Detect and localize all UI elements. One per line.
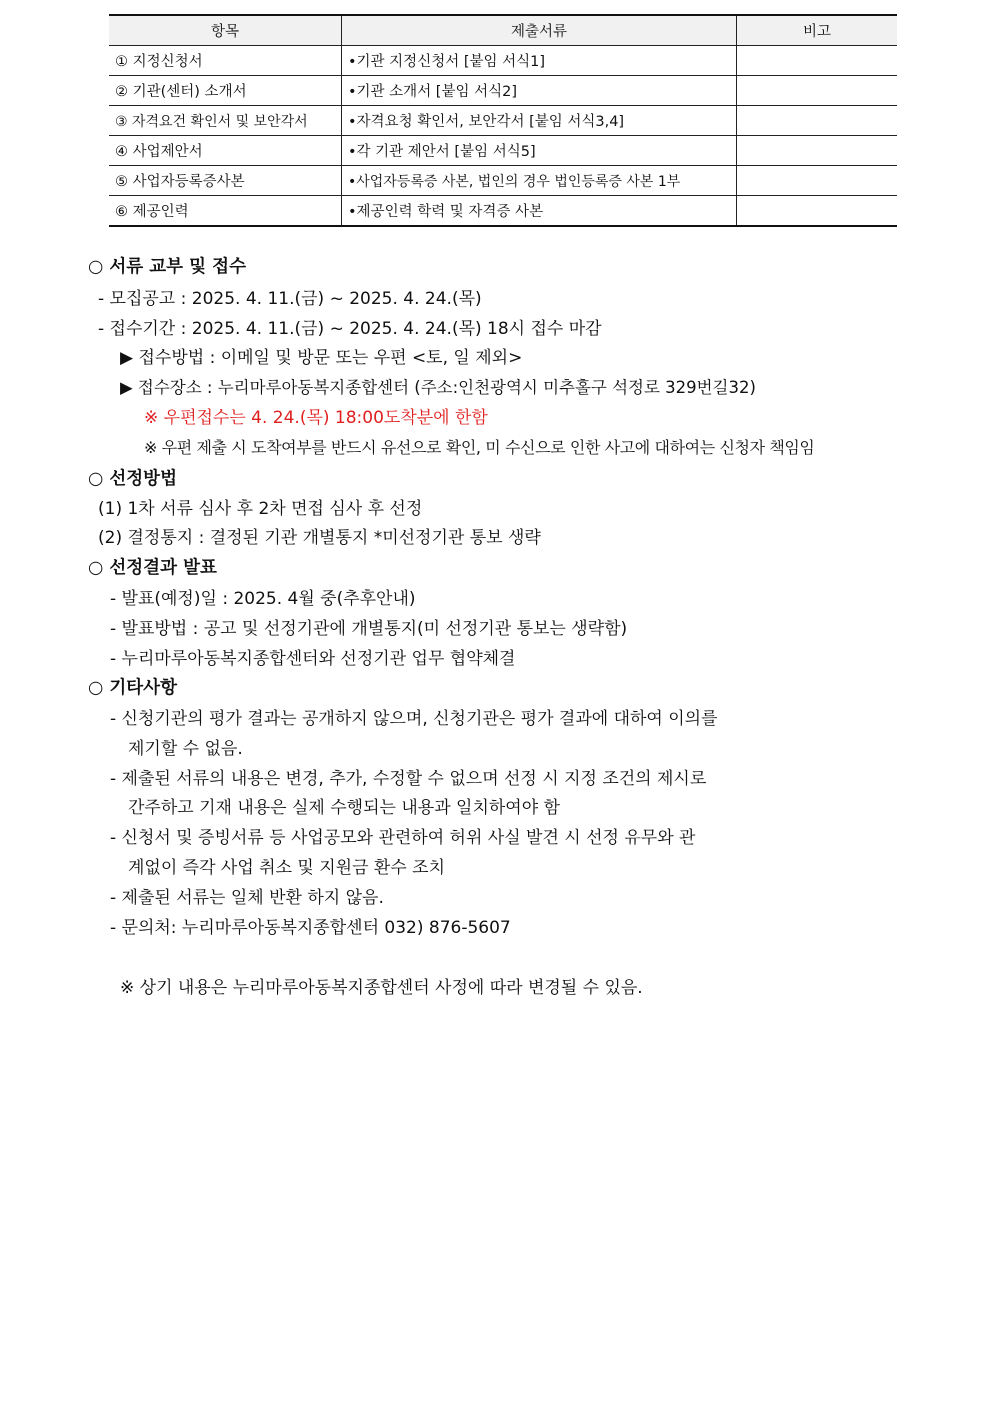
table-header-row: [109, 15, 897, 46]
row-doc: •기관 소개서 [붙임 서식2]: [342, 76, 737, 106]
row-note: [737, 166, 898, 196]
other-item-2-line-1: - 제출된 서류의 내용은 변경, 추가, 수정할 수 없으며 선정 시 지정 조건의 제시로: [110, 769, 707, 789]
contact-info: - 문의처: 누리마루아동복지종합센터 032) 876-5607: [110, 918, 511, 938]
row-item: ④ 사업제안서: [109, 136, 342, 166]
other-item-3-line-1: - 신청서 및 증빙서류 등 사업공모와 관련하여 허위 사실 발견 시 선정 유무와 관: [110, 828, 696, 848]
row-note: [737, 106, 898, 136]
row-doc: •제공인력 학력 및 자격증 사본: [342, 196, 737, 227]
submission-documents-table: [109, 14, 897, 227]
header-note: 비고: [737, 15, 898, 46]
announcement-method: - 발표방법 : 공고 및 선정기관에 개별통지(미 선정기관 통보는 생략함): [110, 619, 628, 639]
section-title-other: ○ 기타사항: [88, 678, 177, 698]
section-title-selection-method: ○ 선정방법: [88, 469, 177, 489]
row-note: [737, 136, 898, 166]
table-row: [109, 166, 897, 196]
table-row: [109, 106, 897, 136]
application-period-text: - 접수기간 : 2025. 4. 11.(금) ~ 2025. 4. 24.(목) 18시 접수 마감: [98, 319, 602, 339]
row-doc: •사업자등록증 사본, 법인의 경우 법인등록증 사본 1부: [342, 166, 737, 196]
application-place-text: ▶ 접수장소 : 누리마루아동복지종합센터 (주소:인천광역시 미추홀구 석정로 329번길32): [120, 378, 756, 397]
header-item: 항목: [109, 15, 342, 46]
row-doc: •기관 지정신청서 [붙임 서식1]: [342, 46, 737, 76]
header-documents: 제출서류: [342, 15, 737, 46]
row-item: ② 기관(센터) 소개서: [109, 76, 342, 106]
section-title-announcement: ○ 선정결과 발표: [88, 558, 217, 578]
mail-deadline-notice: ※ 우편접수는 4. 24.(목) 18:00도착분에 한함: [144, 408, 488, 428]
row-note: [737, 196, 898, 227]
footer-notice: ※ 상기 내용은 누리마루아동복지종합센터 사정에 따라 변경될 수 있음.: [120, 978, 643, 998]
table-row: [109, 196, 897, 227]
row-doc: •자격요청 확인서, 보안각서 [붙임 서식3,4]: [342, 106, 737, 136]
selection-step-2: (2) 결정통지 : 결정된 기관 개별통지 *미선정기관 통보 생략: [98, 528, 541, 548]
recruit-period-text: - 모집공고 : 2025. 4. 11.(금) ~ 2025. 4. 24.(목): [98, 289, 482, 309]
selection-step-1: (1) 1차 서류 심사 후 2차 면접 심사 후 선정: [98, 499, 423, 519]
row-item: ① 지정신청서: [109, 46, 342, 76]
table-row: [109, 136, 897, 166]
agreement-text: - 누리마루아동복지종합센터와 선정기관 업무 협약체결: [110, 649, 516, 669]
application-method-text: ▶ 접수방법 : 이메일 및 방문 또는 우편 <토, 일 제외>: [120, 348, 523, 368]
row-item: ⑤ 사업자등록증사본: [109, 166, 342, 196]
row-note: [737, 76, 898, 106]
row-item: ③ 자격요건 확인서 및 보안각서: [109, 106, 342, 136]
other-item-1-line-1: - 신청기관의 평가 결과는 공개하지 않으며, 신청기관은 평가 결과에 대하여 이의를: [110, 709, 718, 729]
other-item-3-line-2: 계없이 즉각 사업 취소 및 지원금 환수 조치: [128, 858, 446, 878]
announcement-date: - 발표(예정)일 : 2025. 4월 중(추후안내): [110, 589, 416, 609]
table-row: [109, 76, 897, 106]
other-item-4: - 제출된 서류는 일체 반환 하지 않음.: [110, 888, 384, 908]
other-item-2-line-2: 간주하고 기재 내용은 실제 수행되는 내용과 일치하여야 함: [128, 798, 560, 818]
section-title-distribution: ○ 서류 교부 및 접수: [88, 257, 246, 277]
mail-confirm-notice: ※ 우편 제출 시 도착여부를 반드시 유선으로 확인, 미 수신으로 인한 사고에 대하여는 신청자 책임임: [144, 438, 815, 457]
other-item-1-line-2: 제기할 수 없음.: [128, 739, 243, 759]
row-note: [737, 46, 898, 76]
row-doc: •각 기관 제안서 [붙임 서식5]: [342, 136, 737, 166]
row-item: ⑥ 제공인력: [109, 196, 342, 227]
table-row: [109, 46, 897, 76]
